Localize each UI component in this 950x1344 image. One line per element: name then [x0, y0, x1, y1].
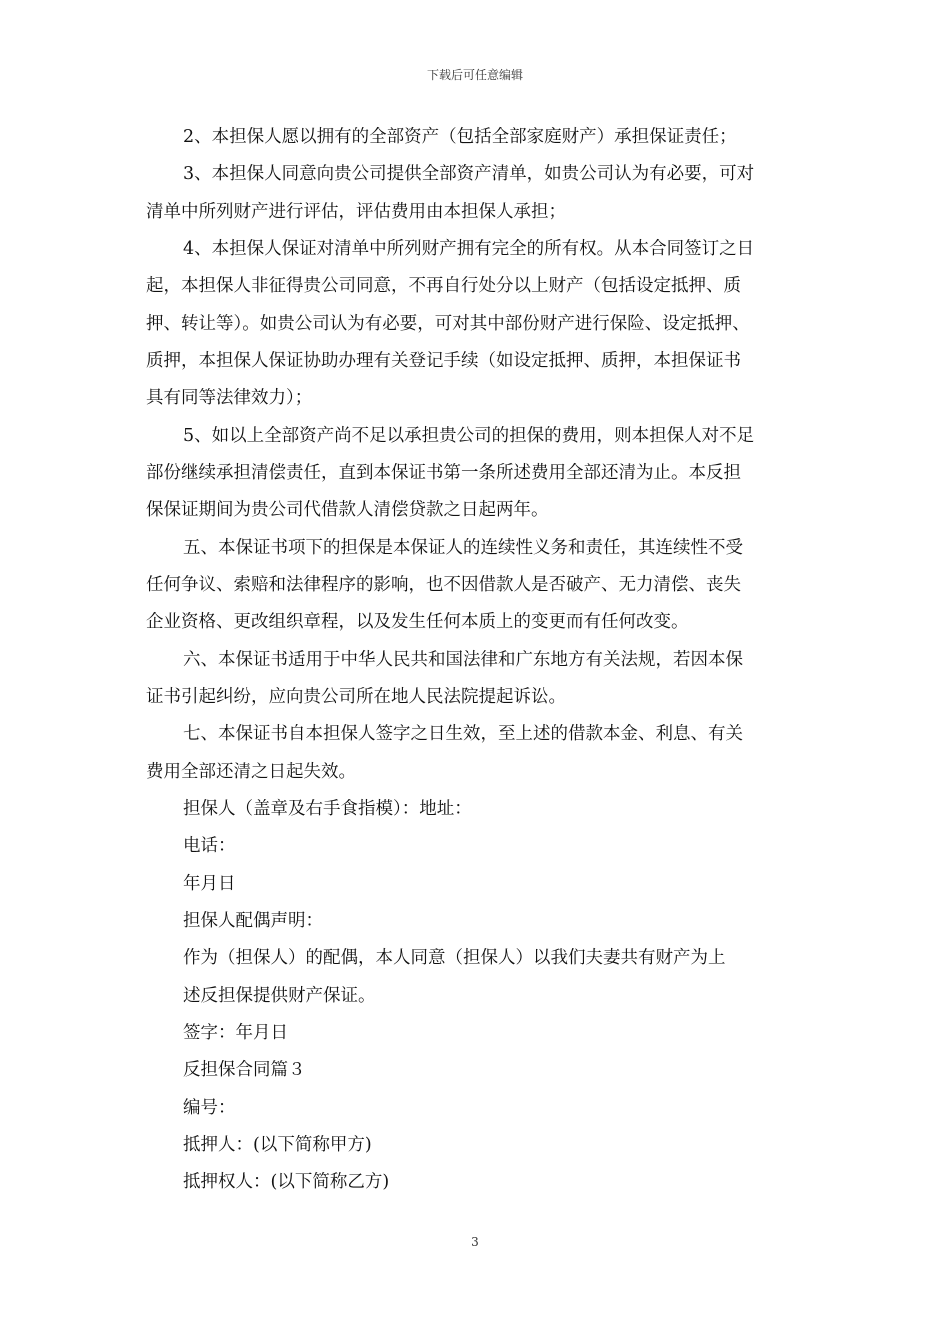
text-line: 2、本担保人愿以拥有的全部资产（包括全部家庭财产）承担保证责任； — [183, 127, 737, 147]
text-line: 签字：年月日 — [183, 1023, 288, 1043]
text-line: 部份继续承担清偿责任，直到本保证书第一条所述费用全部还清为止。本反担 — [146, 463, 741, 483]
text-line: 七、本保证书自本担保人签字之日生效，至上述的借款本金、利息、有关 — [183, 724, 743, 744]
text-line: 费用全部还清之日起失效。 — [146, 762, 356, 782]
page-header-note: 下载后可任意编辑 — [426, 68, 523, 82]
text-line: 证书引起纠纷，应向贵公司所在地人民法院提起诉讼。 — [146, 687, 566, 707]
text-line: 反担保合同篇３ — [183, 1060, 306, 1080]
text-line: 押、转让等）。如贵公司认为有必要，可对其中部份财产进行保险、设定抵押、 — [146, 314, 750, 334]
text-line: 保保证期间为贵公司代借款人清偿贷款之日起两年。 — [146, 500, 549, 520]
page-number: 3 — [471, 1235, 479, 1249]
text-line: 担保人配偶声明： — [183, 911, 323, 931]
text-line: 述反担保提供财产保证。 — [183, 986, 376, 1006]
text-line: 电话： — [183, 836, 236, 856]
text-line: 5、如以上全部资产尚不足以承担贵公司的担保的费用，则本担保人对不足 — [183, 426, 755, 446]
text-line: 编号： — [183, 1098, 236, 1118]
text-line: 任何争议、索赔和法律程序的影响，也不因借款人是否破产、无力清偿、丧失 — [146, 575, 741, 595]
text-line: 抵押人：(以下简称甲方) — [183, 1135, 372, 1155]
text-line: 五、本保证书项下的担保是本保证人的连续性义务和责任，其连续性不受 — [183, 538, 743, 558]
text-line: 质押，本担保人保证协助办理有关登记手续（如设定抵押、质押，本担保证书 — [146, 351, 741, 371]
text-line: 具有同等法律效力）； — [146, 388, 313, 408]
text-line: 抵押权人：(以下简称乙方) — [183, 1172, 390, 1192]
text-line: 作为（担保人）的配偶，本人同意（担保人）以我们夫妻共有财产为上 — [183, 948, 726, 968]
text-line: 清单中所列财产进行评估，评估费用由本担保人承担； — [146, 202, 566, 222]
text-line: 年月日 — [183, 874, 236, 894]
text-line: 担保人（盖章及右手食指模）：地址： — [183, 799, 472, 819]
text-line: 企业资格、更改组织章程，以及发生任何本质上的变更而有任何改变。 — [146, 612, 689, 632]
text-line: 4、本担保人保证对清单中所列财产拥有完全的所有权。从本合同签订之日 — [183, 239, 755, 259]
text-line: 起，本担保人非征得贵公司同意，不再自行处分以上财产（包括设定抵押、质 — [146, 276, 741, 296]
text-line: 3、本担保人同意向贵公司提供全部资产清单，如贵公司认为有必要，可对 — [183, 164, 755, 184]
text-line: 六、本保证书适用于中华人民共和国法律和广东地方有关法规，若因本保 — [183, 650, 743, 670]
